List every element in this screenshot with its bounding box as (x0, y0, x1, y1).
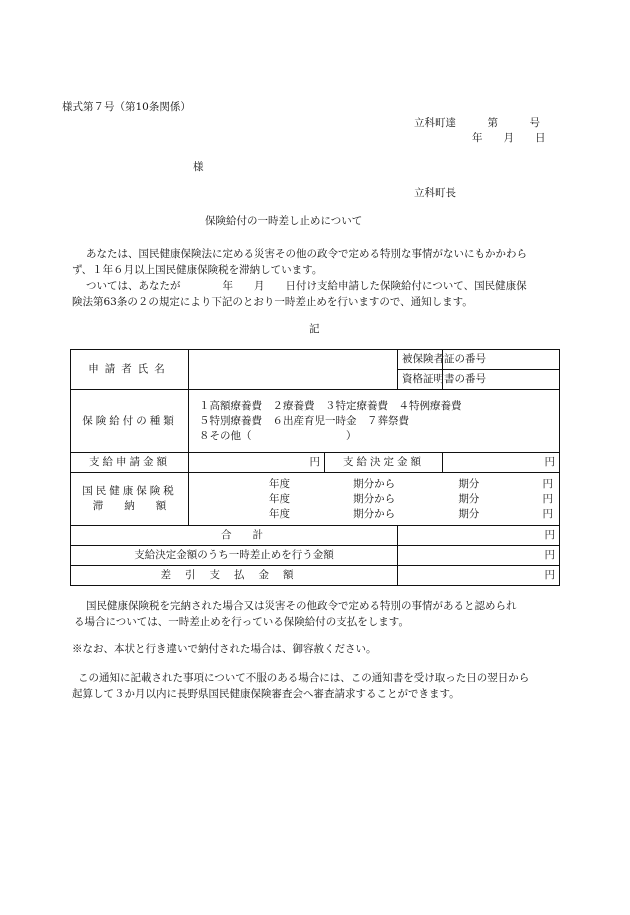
arrears-row (269, 492, 553, 507)
arrears-year: 年度 (269, 477, 290, 490)
applicant-name-field (189, 350, 398, 390)
arrears-year: 年度 (269, 492, 290, 505)
benefit-option-line: ８その他（ ） (199, 429, 357, 442)
arrears-label-line: 滞 納 額 (92, 500, 167, 512)
body-line: ついては、あなたが 年 月 日付け支給申請した保険給付について、国民健康保 (86, 280, 527, 292)
arrears-from: 期分から (353, 492, 396, 505)
appeal-line: この通知に記載された事項について不服のある場合には、この通知書を受け取った日の翌日から (78, 672, 530, 684)
suspended-amount-field: 円 (398, 546, 560, 566)
benefit-option-line: ５特別療養費 ６出産育児一時金 ７葬祭費 (199, 414, 409, 427)
decided-amount-field: 円 (443, 453, 560, 473)
insured-card-number-label: 被保険者証の番号 (398, 350, 443, 370)
total-label: 合 計 (71, 526, 398, 546)
document-title: 保険給付の一時差し止めについて (205, 215, 363, 227)
body-line: あなたは、国民健康保険法に定める災害その他の政令で定める特別な事情がないにもかかわら (86, 248, 527, 260)
arrears-row (269, 507, 553, 522)
net-payment-label: 差引支払金額 (71, 566, 398, 586)
body-paragraph (72, 246, 580, 310)
suspended-amount-label: 支給決定金額のうち一時差止めを行う金額 (71, 546, 398, 566)
arrears-unit: 円 (542, 477, 553, 490)
arrears-detail (189, 473, 560, 526)
applicant-name-label: 申請者氏名 (71, 350, 189, 390)
arrears-row (269, 477, 553, 492)
benefit-type-label: 保険給付の種類 (71, 390, 189, 453)
apology-note: ※なお、本状と行き違いで納付された場合は、御容赦ください。 (72, 643, 377, 655)
appeal-line: 起算して３か月以内に長野県国民健康保険審査会へ審査請求することができます。 (72, 688, 460, 700)
applied-amount-field: 円 (189, 453, 325, 473)
total-amount-field: 円 (398, 526, 560, 546)
note-line: 国民健康保険税を完納された場合又は災害その他政令で定める特別の事情があると認められ (86, 600, 517, 612)
payment-note (72, 598, 580, 630)
arrears-from: 期分から (353, 507, 396, 520)
arrears-label-line: 国民健康保険税 (82, 485, 177, 497)
arrears-to: 期分 (458, 492, 480, 505)
applied-amount-label: 支給申請金額 (71, 453, 189, 473)
body-line: ず、１年６月以上国民健康保険税を滞納しています。 (72, 264, 323, 276)
benefit-suspension-table (70, 349, 560, 586)
note-line: る場合については、一時差止めを行っている保険給付の支払をします。 (74, 616, 409, 628)
appeal-notice (72, 670, 580, 702)
qualification-cert-number-label: 資格証明書の番号 (398, 370, 443, 390)
arrears-label (71, 473, 189, 526)
arrears-from: 期分から (353, 477, 396, 490)
arrears-to: 期分 (458, 507, 480, 520)
benefit-type-options (189, 390, 560, 453)
decided-amount-label: 支給決定金額 (325, 453, 443, 473)
benefit-option-line: １高額療養費 ２療養費 ３特定療養費 ４特例療養費 (199, 399, 462, 412)
net-payment-field: 円 (398, 566, 560, 586)
arrears-unit: 円 (542, 492, 553, 505)
arrears-year: 年度 (269, 507, 290, 520)
arrears-to: 期分 (458, 477, 480, 490)
addressee: 様 (193, 161, 204, 173)
document-number: 立科町達 第 号 (414, 117, 540, 129)
issue-date: 年 月 日 (472, 132, 546, 144)
body-line: 険法第63条の２の規定により下記のとおり一時差止めを行いますので、通知します。 (72, 296, 473, 308)
arrears-unit: 円 (542, 507, 553, 520)
form-id: 様式第７号（第10条関係） (62, 101, 191, 113)
issuer: 立科町長 (414, 187, 456, 199)
ki-heading: 記 (309, 323, 320, 335)
